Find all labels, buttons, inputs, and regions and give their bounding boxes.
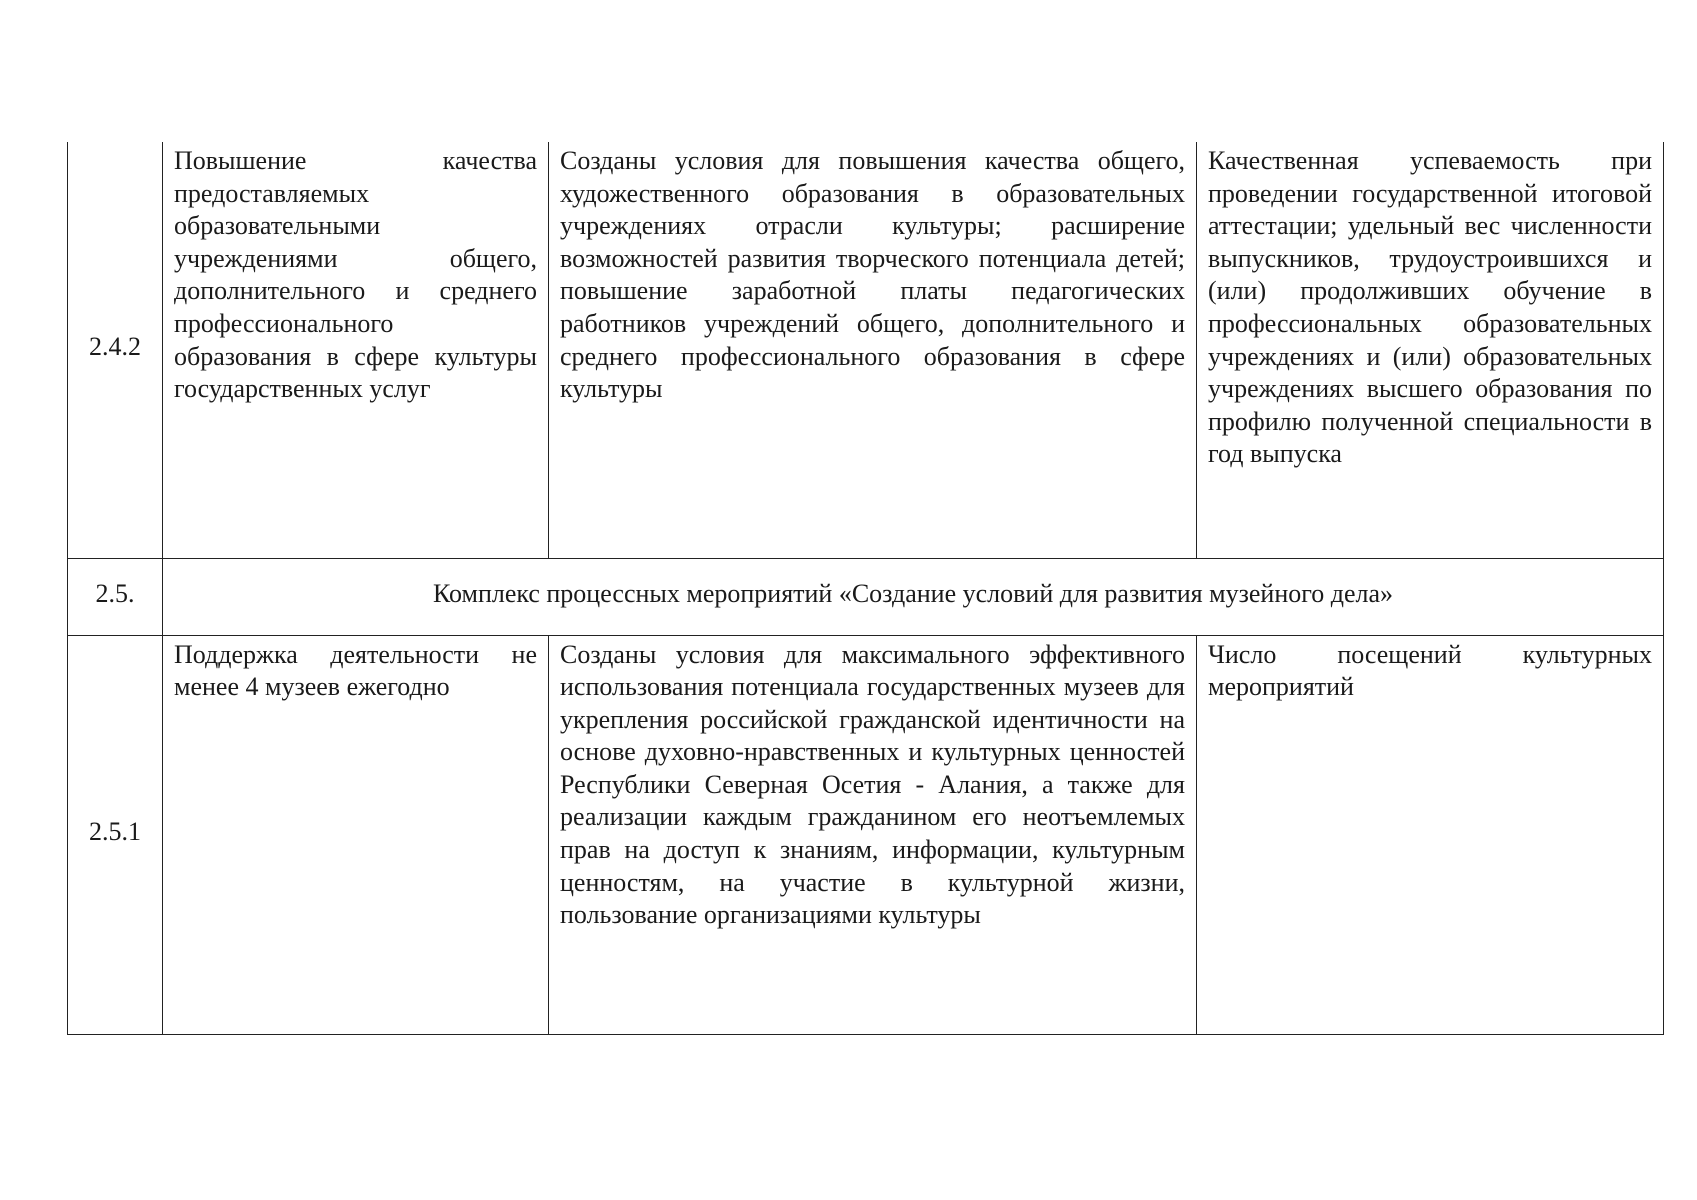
task-cell: Повышение качества предоставляемых образовательными учреждениями общего, дополнительного и среднего профессионального образования в сфере культуры государственных услуг [163, 142, 549, 558]
effect-cell: Созданы условия для повышения качества общего, художественного образования в образовательных учреждениях отрасли культуры; расширение возможностей развития творческого потенциала детей; повышение заработной платы педагогических работников учреждений общего, дополнительного и среднего профессионального образования в сфере культуры [549, 142, 1197, 558]
table-row [68, 635, 1664, 1034]
indicator-cell: Качественная успеваемость при проведении государственной итоговой аттестации; удельный вес численности выпускников, трудоустроившихся и (или) продолживших обучение в профессиональных образовательных учреждениях и (или) образовательных учреждениях высшего образования по профилю полученной специальности в год выпуска [1197, 142, 1664, 558]
row-number: 2.5.1 [68, 635, 163, 1034]
section-row [68, 558, 1664, 635]
row-number: 2.4.2 [68, 142, 163, 558]
indicator-cell: Число посещений культурных мероприятий [1197, 635, 1664, 1034]
section-number: 2.5. [68, 558, 163, 635]
measures-table [67, 142, 1664, 1035]
section-title: Комплекс процессных мероприятий «Создание условий для развития музейного дела» [163, 558, 1664, 635]
effect-cell: Созданы условия для максимального эффективного использования потенциала государственных музеев для укрепления российской гражданской идентичности на основе духовно-нравственных и культурных ценностей Республики Северная Осетия - Алания, а также для реализации каждым гражданином его неотъемлемых прав на доступ к знаниям, информации, культурным ценностям, на участие в культурной жизни, пользование организациями культуры [549, 635, 1197, 1034]
table-row [68, 142, 1664, 558]
task-cell: Поддержка деятельности не менее 4 музеев ежегодно [163, 635, 549, 1034]
